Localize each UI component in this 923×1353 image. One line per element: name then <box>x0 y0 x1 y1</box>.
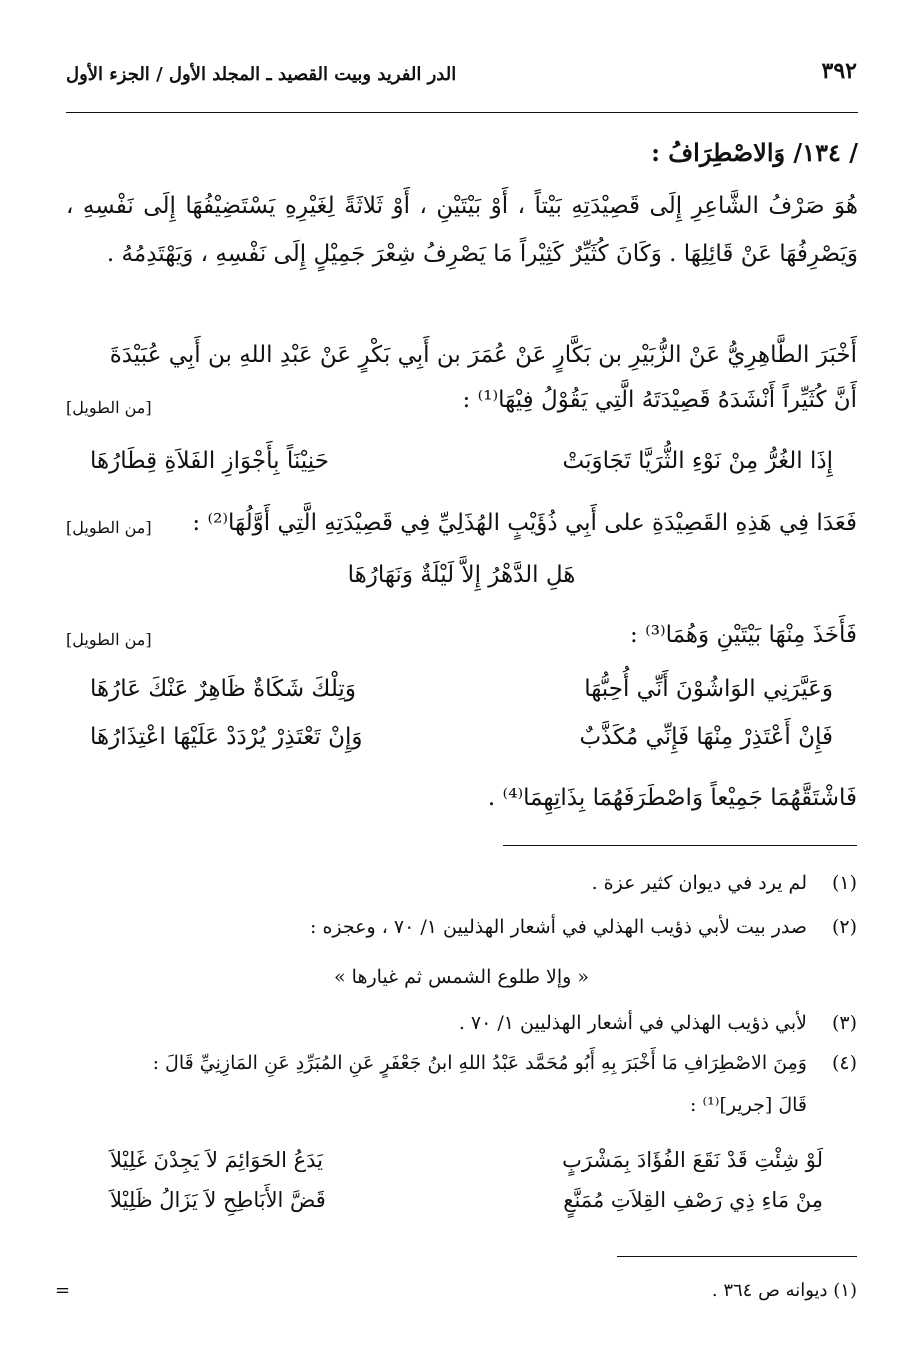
footnote-verse-first-hemistich: مِنْ مَاءِ ذِي رَصْفِ القِلاَتِ مُمَنَّعٍ <box>563 1188 823 1212</box>
narration-line-2: أَنَّ كُثَيِّراً أَنْشَدَهُ قَصِيْدَتَهُ الَّتِي يَقُوْلُ فِيْهَا⁽¹⁾ : <box>462 387 857 413</box>
footnote-4-verse-1 <box>110 1148 823 1172</box>
verse-1-second-hemistich: حَنِيْنَاً بِأَجْوَازِ الفَلاَةِ قِطَارُهَا <box>90 448 329 474</box>
meter-label: [من الطويل] <box>66 398 152 417</box>
running-header: الدر الفريد وبيت القصيد ـ المجلد الأول / الجزء الأول <box>66 64 457 85</box>
footnote-verse-second-hemistich: يَدَعُ الحَوَائِمَ لاَ يَجِدْنَ غَلِيْلاَ <box>110 1148 324 1172</box>
abu-dhuayb-hemistich: هَلِ الدَّهْرُ إِلاَّ لَيْلَةٌ وَنَهَارُهَا <box>347 562 576 588</box>
footnote-number: (٢) <box>831 916 857 938</box>
footnote-2 <box>66 916 857 938</box>
margin-mark: = <box>55 1280 71 1301</box>
footnote-number: (٣) <box>831 1012 857 1034</box>
footnote-1 <box>66 872 857 894</box>
took-two-verses-line: فَأَخَذَ مِنْهَا بَيْتَيْنِ وَهُمَا⁽³⁾ : <box>630 622 857 648</box>
footnote-text: وَمِنَ الاصْطِرَافِ مَا أَخْبَرَ بِهِ أَبُو مُحَمَّد عَبْدُ اللهِ ابنُ جَعْفَرٍ عَنِ المُبَرِّدِ عَنِ المَازِنِيِّ قَالَ : <box>152 1052 807 1074</box>
page-number: ٣٩٢ <box>821 58 857 84</box>
header-divider <box>66 112 858 113</box>
footnote-number: (١) <box>831 872 857 894</box>
verse-2-second-hemistich: وَتِلْكَ شَكَاةٌ ظَاهِرٌ عَنْكَ عَارُهَا <box>90 676 356 702</box>
footnote-4 <box>66 1052 857 1074</box>
footnote-verse-second-hemistich: قَضَّ الأَبَاطِحِ لاَ يَزَالُ ظَلِيْلاَ <box>110 1188 326 1212</box>
verse-3 <box>90 724 833 750</box>
footnote-text: لأبي ذؤيب الهذلي في أشعار الهذليين ١/ ٧٠ . <box>458 1012 807 1034</box>
verse-3-second-hemistich: وَإِنْ تَعْتَذِرْ يُرْدَدْ عَلَيْهَا اعْتِذَارُهَا <box>90 724 363 750</box>
sub-footnote: (١) ديوانه ص ٣٦٤ . <box>711 1280 857 1301</box>
footnote-number: (٤) <box>831 1052 857 1074</box>
footnote-text: لم يرد في ديوان كثير عزة . <box>591 872 807 894</box>
narration-line-1: أَخْبَرَ الطَّاهِرِيُّ عَنْ الزُّبَيْرِ بن بَكَّارٍ عَنْ عُمَرَ بن أَبِي بَكْرٍ عَنْ عَبْدِ اللهِ بن أَبِي عُبَيْدَةَ <box>109 342 857 368</box>
verse-1 <box>90 448 833 474</box>
verse-1-first-hemistich: إِذَا الغُرُّ مِنْ نَوْءِ الثُّرَيَّا تَجَاوَبَتْ <box>562 448 833 474</box>
footnote-verse-first-hemistich: لَوْ شِئْتِ قَدْ نَقَعَ الفُؤَادَ بِمَشْرَبٍ <box>562 1148 823 1172</box>
meter-label: [من الطويل] <box>66 518 152 537</box>
footnote-text: قَالَ [جرير]⁽¹⁾ : <box>690 1094 807 1116</box>
verse-2 <box>90 676 833 702</box>
entry-heading: / ١٣٤/ وَالاصْطِرَافُ : <box>651 138 858 167</box>
footnote-4-verse-2 <box>110 1188 823 1212</box>
footnote-text: صدر بيت لأبي ذؤيب الهذلي في أشعار الهذليين ١/ ٧٠ ، وعجزه : <box>310 916 807 938</box>
footnote-3 <box>66 1012 857 1034</box>
sub-footnote-divider <box>617 1256 857 1257</box>
meter-label: [من الطويل] <box>66 630 152 649</box>
verse-3-first-hemistich: فَإِنْ أَعْتَذِرْ مِنْهَا فَإِنِّي مُكَذَّبٌ <box>579 724 833 750</box>
footnote-divider <box>503 845 857 846</box>
footnote-4-continuation <box>66 1094 857 1116</box>
abu-dhuayb-intro: فَعَدَا فِي هَذِهِ القَصِيْدَةِ على أَبِي ذُؤَيْبٍ الهُذَلِيِّ فِي قَصِيْدَتِهِ الَّتِي أَوَّلُهَا⁽²⁾ : <box>192 510 857 536</box>
footnote-2-hemistich: « وإلا طلوع الشمس ثم غيارها » <box>334 966 589 988</box>
conclusion-line: فَاشْتَقَّهُمَا جَمِيْعاً وَاصْطَرَفَهُمَا بِذَاتِهِمَا⁽⁴⁾ . <box>487 785 857 811</box>
definition-paragraph: هُوَ صَرْفُ الشَّاعِرِ إِلَى قَصِيْدَتِهِ بَيْتاً ، أَوْ بَيْتَيْنِ ، أَوْ ثَلاثَةً لِغَيْرِهِ يَسْتَضِيْفُهَا إِلَى نَفْسِهِ ، وَيَصْرِفُهَا عَنْ قَائِلِهَا . وَكَانَ كُثَيِّرٌ كَثِيْراً مَا يَصْرِفُ شِعْرَ جَمِيْلٍ إِلَى نَفْسِهِ ، وَيَهْتَدِمُهُ . <box>66 193 858 267</box>
verse-2-first-hemistich: وَعَيَّرَنِي الوَاشُوْنَ أَنِّي أُحِبُّهَا <box>584 676 833 702</box>
